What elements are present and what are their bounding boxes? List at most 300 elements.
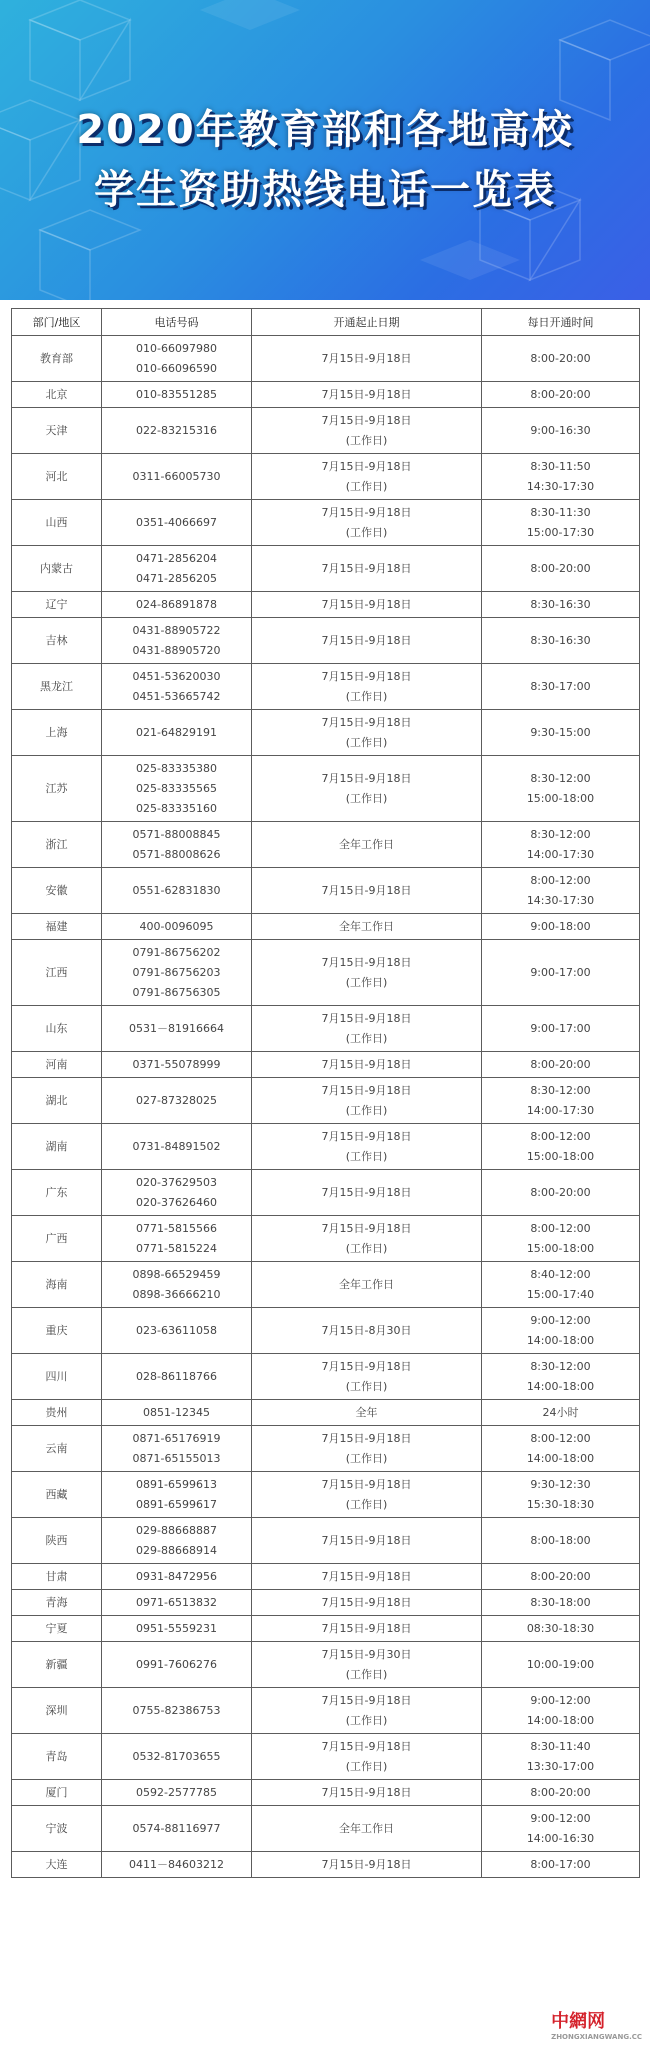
phone-cell-line: 0431-88905722 bbox=[132, 623, 221, 637]
dates-cell-line: 7月15日-9月18日 bbox=[321, 1477, 412, 1491]
region-cell: 河南 bbox=[12, 1052, 102, 1078]
hours-cell-line: 8:00-20:00 bbox=[530, 1785, 591, 1799]
phone-cell bbox=[102, 822, 252, 868]
phone-cell bbox=[102, 1616, 252, 1642]
phone-cell-line: 0532-81703655 bbox=[132, 1749, 221, 1763]
hours-cell-line: 14:00-16:30 bbox=[526, 1831, 595, 1845]
dates-cell bbox=[252, 382, 482, 408]
table-row bbox=[12, 1078, 640, 1124]
hours-cell bbox=[482, 500, 640, 546]
phone-cell bbox=[102, 914, 252, 940]
hours-cell-line: 9:00-16:30 bbox=[530, 423, 591, 437]
phone-cell-line: 0891-6599613 bbox=[136, 1477, 217, 1491]
dates-cell bbox=[252, 710, 482, 756]
table-row bbox=[12, 1262, 640, 1308]
region-cell: 安徽 bbox=[12, 868, 102, 914]
table-row bbox=[12, 592, 640, 618]
dates-cell-line: 7月15日-9月18日 bbox=[321, 387, 412, 401]
phone-cell-line: 020-37626460 bbox=[136, 1195, 217, 1209]
dates-cell bbox=[252, 1472, 482, 1518]
hours-cell bbox=[482, 1688, 640, 1734]
table-row bbox=[12, 1216, 640, 1262]
hotline-table bbox=[11, 308, 640, 1878]
phone-cell-line: 0791-86756203 bbox=[132, 965, 221, 979]
phone-cell bbox=[102, 382, 252, 408]
phone-cell bbox=[102, 1590, 252, 1616]
hours-cell-line: 8:30-17:00 bbox=[530, 679, 591, 693]
phone-cell bbox=[102, 1518, 252, 1564]
dates-cell bbox=[252, 1806, 482, 1852]
dates-cell bbox=[252, 1688, 482, 1734]
table-row bbox=[12, 1170, 640, 1216]
phone-cell bbox=[102, 1472, 252, 1518]
region-cell: 黑龙江 bbox=[12, 664, 102, 710]
dates-cell-line: 7月15日-9月18日 bbox=[321, 1739, 412, 1753]
dates-cell bbox=[252, 500, 482, 546]
phone-cell-line: 0991-7606276 bbox=[136, 1657, 217, 1671]
hours-cell-line: 8:30-11:40 bbox=[530, 1739, 591, 1753]
hours-cell bbox=[482, 1006, 640, 1052]
hours-cell-line: 8:00-20:00 bbox=[530, 351, 591, 365]
phone-cell-line: 029-88668914 bbox=[136, 1543, 217, 1557]
phone-cell-line: 0531－81916664 bbox=[129, 1021, 224, 1035]
dates-cell-line: (工作日) bbox=[345, 975, 388, 989]
dates-cell-line: 7月15日-9月18日 bbox=[321, 1083, 412, 1097]
hours-cell-line: 8:30-12:00 bbox=[530, 771, 591, 785]
hours-cell-line: 8:00-12:00 bbox=[530, 1129, 591, 1143]
dates-cell bbox=[252, 822, 482, 868]
phone-cell-line: 0571-88008626 bbox=[132, 847, 221, 861]
hours-cell-line: 9:00-17:00 bbox=[530, 1021, 591, 1035]
dates-cell bbox=[252, 1780, 482, 1806]
dates-cell-line: 7月15日-9月18日 bbox=[321, 413, 412, 427]
phone-cell-line: 025-83335565 bbox=[136, 781, 217, 795]
hours-cell bbox=[482, 1124, 640, 1170]
table-row bbox=[12, 1308, 640, 1354]
hours-cell-line: 8:30-12:00 bbox=[530, 827, 591, 841]
hours-cell-line: 8:30-16:30 bbox=[530, 597, 591, 611]
dates-cell bbox=[252, 940, 482, 1006]
hours-cell bbox=[482, 382, 640, 408]
table-body bbox=[12, 336, 640, 1878]
phone-cell bbox=[102, 1308, 252, 1354]
dates-cell-line: 7月15日-9月18日 bbox=[321, 955, 412, 969]
dates-cell bbox=[252, 1400, 482, 1426]
dates-cell bbox=[252, 1124, 482, 1170]
region-cell: 云南 bbox=[12, 1426, 102, 1472]
hours-cell-line: 08:30-18:30 bbox=[526, 1621, 595, 1635]
hours-cell-line: 8:00-12:00 bbox=[530, 1431, 591, 1445]
phone-cell bbox=[102, 1354, 252, 1400]
phone-cell-line: 027-87328025 bbox=[136, 1093, 217, 1107]
hours-cell-line: 8:00-20:00 bbox=[530, 1569, 591, 1583]
table-row bbox=[12, 1642, 640, 1688]
dates-cell-line: (工作日) bbox=[345, 1451, 388, 1465]
table-row bbox=[12, 664, 640, 710]
phone-cell bbox=[102, 500, 252, 546]
dates-cell-line: 全年工作日 bbox=[339, 919, 394, 933]
dates-cell bbox=[252, 1590, 482, 1616]
phone-cell-line: 0471-2856204 bbox=[136, 551, 217, 565]
dates-cell-line: (工作日) bbox=[345, 1759, 388, 1773]
dates-cell-line: 7月15日-9月18日 bbox=[321, 669, 412, 683]
phone-cell-line: 0551-62831830 bbox=[132, 883, 221, 897]
phone-cell-line: 010-83551285 bbox=[136, 387, 217, 401]
hours-cell-line: 15:00-18:00 bbox=[526, 1149, 595, 1163]
table-row bbox=[12, 1354, 640, 1400]
hours-cell bbox=[482, 1852, 640, 1878]
dates-cell bbox=[252, 1052, 482, 1078]
region-cell: 教育部 bbox=[12, 336, 102, 382]
dates-cell-line: 7月15日-8月30日 bbox=[321, 1323, 412, 1337]
phone-cell bbox=[102, 1852, 252, 1878]
dates-cell-line: 7月15日-9月18日 bbox=[321, 1785, 412, 1799]
hours-cell bbox=[482, 1216, 640, 1262]
region-cell: 西藏 bbox=[12, 1472, 102, 1518]
dates-cell-line: 全年工作日 bbox=[339, 837, 394, 851]
hours-cell bbox=[482, 408, 640, 454]
dates-cell bbox=[252, 1426, 482, 1472]
phone-cell-line: 0571-88008845 bbox=[132, 827, 221, 841]
page-title-line1: 2020年教育部和各地高校 bbox=[76, 107, 574, 153]
region-cell: 湖南 bbox=[12, 1124, 102, 1170]
region-cell: 青海 bbox=[12, 1590, 102, 1616]
phone-cell bbox=[102, 1734, 252, 1780]
phone-cell-line: 0755-82386753 bbox=[132, 1703, 221, 1717]
hours-cell bbox=[482, 1518, 640, 1564]
region-cell: 广西 bbox=[12, 1216, 102, 1262]
table-row bbox=[12, 1734, 640, 1780]
dates-cell bbox=[252, 1642, 482, 1688]
hours-cell bbox=[482, 1472, 640, 1518]
dates-cell bbox=[252, 1006, 482, 1052]
phone-cell bbox=[102, 408, 252, 454]
dates-cell-line: (工作日) bbox=[345, 1241, 388, 1255]
phone-cell-line: 0731-84891502 bbox=[132, 1139, 221, 1153]
hours-cell-line: 8:40-12:00 bbox=[530, 1267, 591, 1281]
region-cell: 内蒙古 bbox=[12, 546, 102, 592]
dates-cell-line: 7月15日-9月18日 bbox=[321, 715, 412, 729]
phone-cell bbox=[102, 1426, 252, 1472]
hours-cell bbox=[482, 1262, 640, 1308]
hours-cell bbox=[482, 1078, 640, 1124]
table-row bbox=[12, 1590, 640, 1616]
hours-cell-line: 15:00-17:30 bbox=[526, 525, 595, 539]
phone-cell bbox=[102, 868, 252, 914]
dates-cell bbox=[252, 618, 482, 664]
phone-cell bbox=[102, 618, 252, 664]
dates-cell-line: (工作日) bbox=[345, 1031, 388, 1045]
hours-cell-line: 9:00-18:00 bbox=[530, 919, 591, 933]
watermark-subtext: ZHONGXIANGWANG.CC bbox=[551, 2033, 642, 2041]
table-row bbox=[12, 1006, 640, 1052]
hours-cell-line: 14:00-18:00 bbox=[526, 1333, 595, 1347]
dates-cell-line: 全年工作日 bbox=[339, 1821, 394, 1835]
table-row bbox=[12, 1052, 640, 1078]
dates-cell-line: (工作日) bbox=[345, 1497, 388, 1511]
table-row bbox=[12, 382, 640, 408]
phone-cell-line: 029-88668887 bbox=[136, 1523, 217, 1537]
region-cell: 深圳 bbox=[12, 1688, 102, 1734]
watermark-logo bbox=[551, 2007, 642, 2041]
hours-cell-line: 8:00-20:00 bbox=[530, 387, 591, 401]
hours-cell-line: 9:30-15:00 bbox=[530, 725, 591, 739]
dates-cell-line: 7月15日-9月18日 bbox=[321, 1569, 412, 1583]
region-cell: 浙江 bbox=[12, 822, 102, 868]
table-row bbox=[12, 1400, 640, 1426]
hours-cell-line: 8:30-11:30 bbox=[530, 505, 591, 519]
hours-cell bbox=[482, 1590, 640, 1616]
dates-cell-line: 7月15日-9月18日 bbox=[321, 459, 412, 473]
region-cell: 陕西 bbox=[12, 1518, 102, 1564]
hours-cell bbox=[482, 1806, 640, 1852]
phone-cell-line: 0574-88116977 bbox=[132, 1821, 221, 1835]
hours-cell bbox=[482, 822, 640, 868]
table-row bbox=[12, 1780, 640, 1806]
hours-cell bbox=[482, 664, 640, 710]
dates-cell-line: 7月15日-9月18日 bbox=[321, 1533, 412, 1547]
region-cell: 四川 bbox=[12, 1354, 102, 1400]
region-cell: 大连 bbox=[12, 1852, 102, 1878]
dates-cell bbox=[252, 756, 482, 822]
region-cell: 青岛 bbox=[12, 1734, 102, 1780]
dates-cell-line: 7月15日-9月18日 bbox=[321, 1221, 412, 1235]
page-title-line2: 学生资助热线电话一览表 bbox=[94, 167, 556, 213]
phone-cell-line: 0971-6513832 bbox=[136, 1595, 217, 1609]
phone-cell-line: 021-64829191 bbox=[136, 725, 217, 739]
hours-cell bbox=[482, 756, 640, 822]
table-row bbox=[12, 1564, 640, 1590]
dates-cell-line: 7月15日-9月18日 bbox=[321, 1431, 412, 1445]
column-header-hours: 每日开通时间 bbox=[482, 309, 640, 336]
hours-cell-line: 8:00-17:00 bbox=[530, 1857, 591, 1871]
phone-cell-line: 0951-5559231 bbox=[136, 1621, 217, 1635]
region-cell: 湖北 bbox=[12, 1078, 102, 1124]
hours-cell bbox=[482, 336, 640, 382]
hours-cell bbox=[482, 1400, 640, 1426]
dates-cell-line: 7月15日-9月18日 bbox=[321, 1621, 412, 1635]
hours-cell bbox=[482, 1170, 640, 1216]
dates-cell bbox=[252, 914, 482, 940]
dates-cell-line: (工作日) bbox=[345, 1713, 388, 1727]
table-row bbox=[12, 454, 640, 500]
table-row bbox=[12, 1518, 640, 1564]
table-row bbox=[12, 500, 640, 546]
phone-cell-line: 0791-86756305 bbox=[132, 985, 221, 999]
dates-cell bbox=[252, 868, 482, 914]
hours-cell bbox=[482, 1734, 640, 1780]
phone-cell bbox=[102, 546, 252, 592]
region-cell: 宁波 bbox=[12, 1806, 102, 1852]
header-banner bbox=[0, 0, 650, 300]
phone-cell bbox=[102, 592, 252, 618]
phone-cell-line: 0898-66529459 bbox=[132, 1267, 221, 1281]
hours-cell-line: 8:00-20:00 bbox=[530, 1185, 591, 1199]
hours-cell-line: 8:30-16:30 bbox=[530, 633, 591, 647]
dates-cell bbox=[252, 1216, 482, 1262]
hours-cell bbox=[482, 1052, 640, 1078]
phone-cell-line: 025-83335160 bbox=[136, 801, 217, 815]
region-cell: 广东 bbox=[12, 1170, 102, 1216]
phone-cell-line: 0471-2856205 bbox=[136, 571, 217, 585]
phone-cell bbox=[102, 1078, 252, 1124]
table-row bbox=[12, 1472, 640, 1518]
table-row bbox=[12, 822, 640, 868]
hours-cell-line: 14:30-17:30 bbox=[526, 893, 595, 907]
phone-cell-line: 0351-4066697 bbox=[136, 515, 217, 529]
table-row bbox=[12, 408, 640, 454]
phone-cell-line: 0871-65176919 bbox=[132, 1431, 221, 1445]
phone-cell-line: 0431-88905720 bbox=[132, 643, 221, 657]
watermark-text: 中網网 bbox=[551, 2011, 606, 2032]
hours-cell bbox=[482, 454, 640, 500]
phone-cell-line: 0592-2577785 bbox=[136, 1785, 217, 1799]
table-row bbox=[12, 710, 640, 756]
region-cell: 江西 bbox=[12, 940, 102, 1006]
dates-cell-line: 全年工作日 bbox=[339, 1277, 394, 1291]
hours-cell-line: 14:00-18:00 bbox=[526, 1713, 595, 1727]
dates-cell-line: 7月15日-9月18日 bbox=[321, 771, 412, 785]
phone-cell bbox=[102, 1052, 252, 1078]
table-row bbox=[12, 336, 640, 382]
region-cell: 山西 bbox=[12, 500, 102, 546]
dates-cell bbox=[252, 1518, 482, 1564]
table-row bbox=[12, 1806, 640, 1852]
table-row bbox=[12, 1852, 640, 1878]
hours-cell bbox=[482, 1308, 640, 1354]
hours-cell-line: 14:00-18:00 bbox=[526, 1451, 595, 1465]
dates-cell-line: 7月15日-9月18日 bbox=[321, 1057, 412, 1071]
phone-cell-line: 0311-66005730 bbox=[132, 469, 221, 483]
region-cell: 山东 bbox=[12, 1006, 102, 1052]
phone-cell-line: 022-83215316 bbox=[136, 423, 217, 437]
phone-cell-line: 0771-5815566 bbox=[136, 1221, 217, 1235]
hours-cell bbox=[482, 592, 640, 618]
phone-cell bbox=[102, 1400, 252, 1426]
dates-cell bbox=[252, 664, 482, 710]
hours-cell-line: 9:00-12:00 bbox=[530, 1811, 591, 1825]
dates-cell-line: (工作日) bbox=[345, 479, 388, 493]
phone-cell bbox=[102, 1806, 252, 1852]
hours-cell bbox=[482, 868, 640, 914]
column-header-phone: 电话号码 bbox=[102, 309, 252, 336]
phone-cell bbox=[102, 1780, 252, 1806]
hours-cell bbox=[482, 1780, 640, 1806]
phone-cell bbox=[102, 1124, 252, 1170]
hours-cell-line: 13:30-17:00 bbox=[526, 1759, 595, 1773]
phone-cell-line: 0871-65155013 bbox=[132, 1451, 221, 1465]
hours-cell-line: 9:30-12:30 bbox=[530, 1477, 591, 1491]
dates-cell bbox=[252, 1170, 482, 1216]
column-header-dates: 开通起止日期 bbox=[252, 309, 482, 336]
hours-cell bbox=[482, 940, 640, 1006]
hours-cell-line: 24小时 bbox=[542, 1405, 579, 1419]
phone-cell-line: 0771-5815224 bbox=[136, 1241, 217, 1255]
dates-cell-line: 7月15日-9月18日 bbox=[321, 597, 412, 611]
hours-cell bbox=[482, 1354, 640, 1400]
dates-cell-line: 7月15日-9月18日 bbox=[321, 505, 412, 519]
dates-cell bbox=[252, 592, 482, 618]
phone-cell-line: 020-37629503 bbox=[136, 1175, 217, 1189]
hours-cell-line: 9:00-12:00 bbox=[530, 1693, 591, 1707]
column-header-region: 部门/地区 bbox=[12, 309, 102, 336]
region-cell: 江苏 bbox=[12, 756, 102, 822]
dates-cell bbox=[252, 1616, 482, 1642]
hours-cell-line: 14:00-17:30 bbox=[526, 1103, 595, 1117]
region-cell: 福建 bbox=[12, 914, 102, 940]
hours-cell-line: 14:00-18:00 bbox=[526, 1379, 595, 1393]
table-row bbox=[12, 1688, 640, 1734]
region-cell: 北京 bbox=[12, 382, 102, 408]
dates-cell-line: 7月15日-9月18日 bbox=[321, 1595, 412, 1609]
region-cell: 甘肃 bbox=[12, 1564, 102, 1590]
phone-cell bbox=[102, 454, 252, 500]
phone-cell bbox=[102, 1170, 252, 1216]
hours-cell-line: 15:00-18:00 bbox=[526, 1241, 595, 1255]
phone-cell-line: 025-83335380 bbox=[136, 761, 217, 775]
dates-cell-line: 7月15日-9月18日 bbox=[321, 1857, 412, 1871]
region-cell: 贵州 bbox=[12, 1400, 102, 1426]
hours-cell-line: 8:30-11:50 bbox=[530, 459, 591, 473]
table-row bbox=[12, 940, 640, 1006]
region-cell: 宁夏 bbox=[12, 1616, 102, 1642]
hours-cell-line: 9:00-17:00 bbox=[530, 965, 591, 979]
table-row bbox=[12, 756, 640, 822]
phone-cell-line: 0411－84603212 bbox=[129, 1857, 224, 1871]
hours-cell-line: 8:30-18:00 bbox=[530, 1595, 591, 1609]
phone-cell-line: 0451-53620030 bbox=[132, 669, 221, 683]
dates-cell-line: (工作日) bbox=[345, 1149, 388, 1163]
hours-cell-line: 8:30-12:00 bbox=[530, 1083, 591, 1097]
hours-cell bbox=[482, 710, 640, 756]
dates-cell bbox=[252, 1354, 482, 1400]
phone-cell bbox=[102, 1564, 252, 1590]
hours-cell-line: 8:30-12:00 bbox=[530, 1359, 591, 1373]
phone-cell-line: 0451-53665742 bbox=[132, 689, 221, 703]
table-header-row bbox=[12, 309, 640, 336]
phone-cell bbox=[102, 664, 252, 710]
phone-cell-line: 0898-36666210 bbox=[132, 1287, 221, 1301]
phone-cell bbox=[102, 1006, 252, 1052]
dates-cell bbox=[252, 546, 482, 592]
hours-cell-line: 15:30-18:30 bbox=[526, 1497, 595, 1511]
region-cell: 厦门 bbox=[12, 1780, 102, 1806]
dates-cell bbox=[252, 1564, 482, 1590]
hours-cell-line: 9:00-12:00 bbox=[530, 1313, 591, 1327]
table-row bbox=[12, 1616, 640, 1642]
dates-cell bbox=[252, 1078, 482, 1124]
dates-cell bbox=[252, 1262, 482, 1308]
hours-cell-line: 8:00-12:00 bbox=[530, 1221, 591, 1235]
hours-cell-line: 14:00-17:30 bbox=[526, 847, 595, 861]
dates-cell bbox=[252, 1734, 482, 1780]
phone-cell bbox=[102, 1262, 252, 1308]
dates-cell-line: 全年 bbox=[355, 1405, 378, 1419]
hours-cell-line: 8:00-18:00 bbox=[530, 1533, 591, 1547]
phone-cell-line: 0931-8472956 bbox=[136, 1569, 217, 1583]
dates-cell-line: (工作日) bbox=[345, 735, 388, 749]
hours-cell bbox=[482, 1426, 640, 1472]
dates-cell-line: 7月15日-9月30日 bbox=[321, 1647, 412, 1661]
table-row bbox=[12, 618, 640, 664]
hours-cell bbox=[482, 1616, 640, 1642]
dates-cell-line: (工作日) bbox=[345, 525, 388, 539]
region-cell: 上海 bbox=[12, 710, 102, 756]
phone-cell bbox=[102, 710, 252, 756]
phone-cell-line: 028-86118766 bbox=[136, 1369, 217, 1383]
dates-cell-line: 7月15日-9月18日 bbox=[321, 351, 412, 365]
dates-cell-line: 7月15日-9月18日 bbox=[321, 1359, 412, 1373]
